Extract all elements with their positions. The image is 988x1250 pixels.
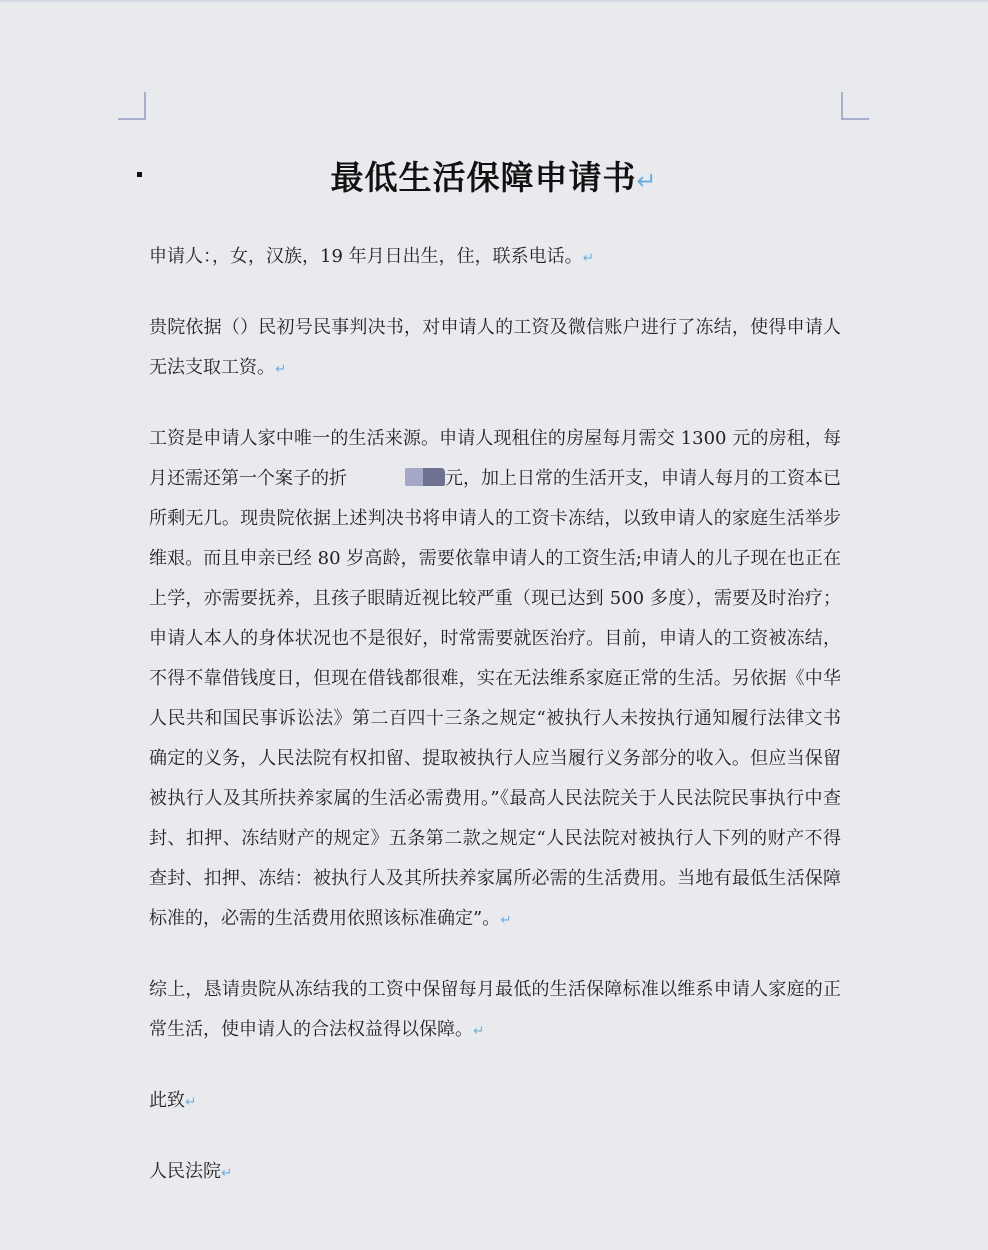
paragraph-applicant: 申请人：，女，汉族，19 年月日出生，住，联系电话。↵	[149, 246, 594, 267]
paragraph-conclusion: 综上，恳请贵院从冻结我的工资中保留每月最低的生活保障标准以维系申请人家庭的正常生活，使申请人的合法权益得以保障。↵	[149, 979, 841, 1040]
document-body[interactable]	[149, 237, 841, 1223]
paragraph-mark-icon: ↵	[500, 912, 512, 928]
paragraph-recipient: 人民法院↵	[149, 1161, 233, 1182]
margin-corner-top-left	[118, 92, 146, 120]
paragraph-mark-icon: ↵	[185, 1094, 197, 1110]
document-title: 最低生活保障申请书↵	[330, 158, 658, 197]
paragraph-judgment: 贵院依据（）民初号民事判决书，对申请人的工资及微信账户进行了冻结，使得申请人无法支取工资。↵	[149, 317, 841, 378]
paragraph-mark-icon: ↵	[473, 1023, 485, 1039]
paragraph-salutation: 此致↵	[149, 1090, 197, 1111]
paragraph-mark-icon: ↵	[275, 361, 287, 377]
paragraph-reasons: 工资是申请人家中唯一的生活来源。申请人现租住的房屋每月需交 1300 元的房租，每月还需还第一个案子的折 元，加上日常的生活开支，申请人每月的工资本已所剩无几。现贵院依据上述判决书将申请人的工资卡冻结，以致申请人的家庭生活举步维艰。而且申亲已经 80 岁高龄，需要依靠申请人的工资生活;申请人的儿子现在也正在上学，亦需要抚养，且孩子眼睛近视比较严重（现已达到 500 多度），需要及时治疗；申请人本人的身体状况也不是很好，时常需要就医治疗。目前，申请人的工资被冻结，不得不靠借钱度日，但现在借钱都很难，实在无法维系家庭正常的生活。另依据《中华人民共和国民事诉讼法》第二百四十三条之规定“被执行人未按执行通知履行法律文书确定的义务，人民法院有权扣留、提取被执行人应当履行义务部分的收入。但应当保留被执行人及其所扶养家属的生活必需费用。”《最高人民法院关于人民法院民事执行中查封、扣押、冻结财产的规定》五条第二款之规定“人民法院对被执行人下列的财产不得查封、扣押、冻结：被执行人及其所扶养家属所必需的生活费用。当地有最低生活保障标准的，必需的生活费用依照该标准确定”。↵	[149, 428, 841, 929]
paragraph-mark-icon: ↵	[582, 250, 594, 266]
margin-corner-top-right	[841, 92, 869, 120]
redaction-box	[405, 468, 445, 486]
paragraph-mark-icon: ↵	[221, 1165, 233, 1181]
paragraph-mark-icon: ↵	[636, 167, 658, 195]
